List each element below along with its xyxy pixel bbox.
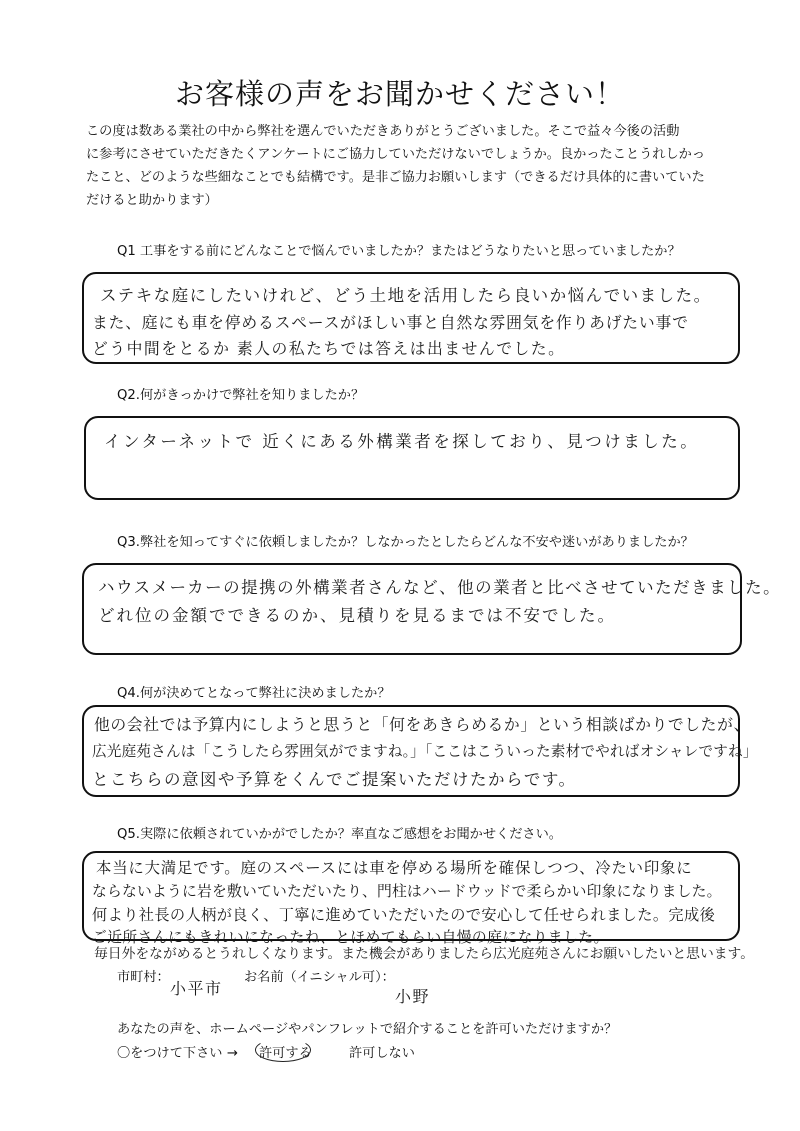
answer-3-line: どれ位の金額でできるのか、見積りを見るまでは不安でした。: [98, 606, 616, 625]
intro-line: だけると助かります）: [86, 193, 218, 208]
question-3: Q3.弊社を知ってすぐに依頼しましたか？しなかったとしたらどんな不安や迷いがありましたか？: [117, 535, 694, 550]
answer-5-line: 何より社長の人柄が良く、丁寧に進めていただいたので安心して任せられました。完成後: [92, 906, 716, 924]
option-deny[interactable]: 許可しない: [349, 1046, 415, 1061]
page-title: お客様の声をお聞かせください！: [174, 77, 625, 111]
question-4: Q4.何が決めてとなって弊社に決めましたか？: [117, 686, 391, 701]
answer-2-line: インターネットで 近くにある外構業者を探しており、見つけました。: [104, 432, 700, 451]
option-allow[interactable]: 許可する: [259, 1046, 312, 1061]
circle-instruction: 〇をつけて下さい →: [117, 1046, 238, 1061]
question-5: Q5.実際に依頼されていかがでしたか？率直なご感想をお聞かせください。: [117, 827, 562, 842]
answer-4-line: とこちらの意図や予算をくんでご提案いただけたからです。: [92, 770, 577, 789]
answer-3-line: ハウスメーカーの提携の外構業者さんなど、他の業者と比べさせていただきました。: [98, 578, 782, 597]
name-value: 小野: [395, 987, 431, 1006]
city-value: 小平市: [170, 979, 223, 998]
answer-4-line: 他の会社では予算内にしようと思うと「何をあきらめるか」という相談ばかりでしたが、: [94, 715, 750, 734]
city-label: 市町村：: [117, 970, 170, 985]
intro-line: に参考にさせていただきたくアンケートにご協力していただけないでしょうか。良かったことうれしかっ: [86, 147, 706, 162]
question-1: Q1 工事をする前にどんなことで悩んでいましたか？またはどうなりたいと思っていましたか？: [117, 244, 681, 259]
answer-5-line: 本当に大満足です。庭のスペースには車を停める場所を確保しつつ、冷たい印象に: [96, 859, 693, 877]
answer-5-line: ならないように岩を敷いていただいたり、門柱はハードウッドで柔らかい印象になりました。: [92, 883, 722, 900]
intro-line: たこと、どのような些細なことでも結構です。是非ご協力お願いします（できるだけ具体的に書いていた: [86, 170, 705, 185]
answer-5-line: ご近所さんにもきれいになったね、とほめてもらい自慢の庭になりました。: [92, 929, 609, 946]
hand-drawn-circle: [255, 1038, 311, 1062]
question-2: Q2.何がきっかけで弊社を知りましたか？: [117, 388, 365, 403]
intro-text: [86, 120, 726, 212]
name-label: お名前（イニシャル可）：: [244, 970, 395, 985]
permission-question: あなたの声を、ホームページやパンフレットで紹介することを許可いただけますか？: [117, 1022, 618, 1037]
answer-5-line: 毎日外をながめるとうれしくなります。また機会がありましたら広光庭苑さんにお願いしたいと思います。: [94, 946, 755, 962]
answer-1-line: ステキな庭にしたいけれど、どう土地を活用したら良いか悩んでいました。: [100, 286, 712, 305]
intro-line: この度は数ある業社の中から弊社を選んでいただきありがとうございました。そこで益々今後の活動: [86, 124, 680, 139]
answer-4-line: 広光庭苑さんは「こうしたら雰囲気がでますね。」「ここはこういった素材でやればオシャレですね」: [92, 743, 758, 760]
answer-1-line: また、庭にも車を停めるスペースがほしい事と自然な雰囲気を作りあげたい事で: [92, 313, 689, 332]
answer-1-line: どう中間をとるか 素人の私たちでは答えは出ませんでした。: [92, 339, 566, 358]
